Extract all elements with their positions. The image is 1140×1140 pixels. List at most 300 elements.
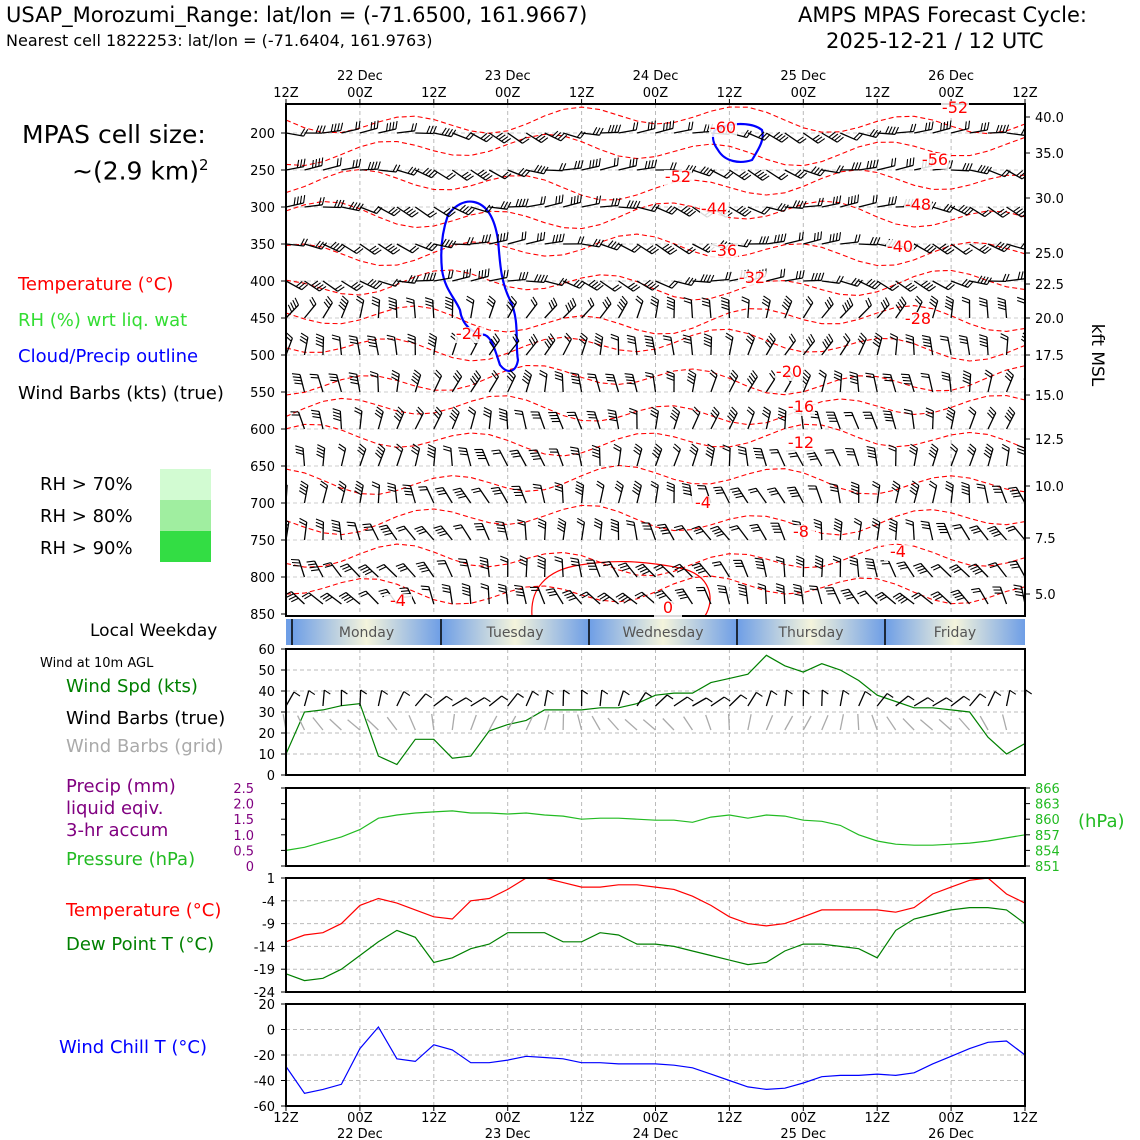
wind-barb-feather [332, 335, 340, 337]
wind-barb-feather [427, 273, 430, 281]
wind-barb-feather [667, 374, 675, 377]
wind-barb-feather [599, 240, 603, 247]
wind-barb-feather [667, 489, 674, 492]
wind-barb-feather [587, 411, 595, 412]
top-x-tick-label: 12Z [716, 86, 743, 101]
wind-barb-feather [931, 565, 938, 568]
wind-barb-feather [1013, 496, 1021, 497]
wind-barb-feather [388, 486, 396, 488]
wind-barb-feather [588, 377, 596, 378]
wind-barb-feather [627, 524, 635, 526]
pressure-tick-label: 600 [250, 423, 275, 438]
wind10m-barb-grid [452, 714, 454, 730]
wind-barb-feather [297, 197, 298, 205]
wind-barb-feather [834, 371, 841, 374]
wind-barb-feather [412, 276, 416, 283]
wind-barb-feather [467, 269, 468, 277]
wind-barb-feather [526, 199, 529, 207]
wind-barb-feather [776, 590, 784, 592]
wind-barb-feather [609, 419, 617, 420]
wind-barb-feather [276, 558, 284, 560]
precip-label-2: liquid eqiv. [66, 798, 164, 819]
wind-barb-feather [803, 270, 805, 278]
wind-barb-feather [892, 159, 893, 167]
wind-barbs-true-label: Wind Barbs (true) [66, 708, 226, 729]
wind-barb-feather [363, 569, 370, 573]
wind-barb-feather [371, 122, 372, 130]
wind-barb-feather [793, 200, 796, 207]
wind-barb-staff [341, 281, 356, 291]
wind-barb-feather [692, 563, 700, 566]
wind-barb-feather [796, 559, 804, 562]
wind-barb-feather [594, 522, 601, 526]
wind10m-barb-grid [729, 714, 730, 730]
wind-barb-feather [922, 525, 930, 526]
wind-barb-feather [642, 571, 649, 574]
wind-barb-feather [322, 158, 323, 166]
wind-barb-feather [291, 303, 294, 310]
wind-barb-feather [756, 565, 764, 566]
wind-barb-feather [650, 414, 657, 418]
wind-barb-feather [722, 307, 730, 310]
wind-barb-staff [323, 166, 340, 171]
wind-barb-feather [873, 481, 880, 485]
wind-barb-staff [378, 244, 393, 254]
wind-barb-feather [738, 587, 746, 589]
wind-barb-feather [790, 456, 798, 457]
wind-barb-feather [684, 342, 692, 344]
bottom-date-label: 25 Dec [780, 1127, 827, 1140]
wind-barb-feather [491, 450, 499, 451]
wind-barb-feather [421, 586, 429, 587]
wind-barb-feather [480, 560, 488, 562]
wind-barb-feather [316, 159, 317, 167]
wind-barb-feather [607, 380, 615, 381]
wind-barb-feather [809, 337, 813, 344]
wind10m-barb-grid [663, 719, 674, 731]
wind-barb-feather [836, 233, 837, 241]
kft-tick-label: 5.0 [1035, 588, 1056, 603]
panel-y-tick-label: 50 [258, 664, 275, 679]
wind-barb-feather [884, 377, 892, 378]
wind-barb-feather [742, 300, 749, 303]
wind10m-barb-true [933, 698, 947, 706]
panel-y-tick-label: 0 [266, 769, 275, 784]
wind-barb-feather [611, 338, 619, 341]
wind10m-barb-true [378, 690, 381, 706]
wind10m-barb-grid [387, 717, 397, 730]
wind-barb-feather [815, 562, 822, 565]
temperature-contour-label: 0 [662, 598, 674, 617]
wind-barb-feather [920, 571, 928, 574]
wind-barb-feather [954, 569, 961, 573]
wind-barb-feather [497, 528, 505, 529]
wind-barb-feather [843, 592, 851, 594]
wind-barb-feather [435, 488, 443, 490]
wind-barb-feather [403, 488, 411, 489]
temperature-contour-label: -48 [904, 195, 932, 214]
wind-barb-feather [606, 377, 614, 378]
wind-barb-feather [667, 304, 674, 307]
wind-barb-feather [821, 273, 824, 281]
wind-barb-feather [726, 272, 728, 280]
wind-barb-feather [1000, 337, 1007, 340]
wind-barb-feather [815, 556, 822, 559]
wind-barb-feather [926, 408, 933, 411]
pressure-tick-label: 750 [250, 534, 275, 549]
wind-barb-feather [519, 272, 521, 280]
wind10m-barb-true [729, 695, 741, 706]
wind-barb-feather [1027, 407, 1033, 413]
wind-barb-feather [553, 235, 555, 243]
wind-barb-feather [1003, 274, 1006, 281]
wind-barb-feather [271, 595, 279, 597]
wind-barb-feather [618, 125, 621, 133]
wind-barb-feather [592, 449, 600, 452]
wind-barb-feather [590, 160, 591, 168]
wind-barb-feather [455, 528, 463, 530]
wind-barb-feather [1008, 561, 1016, 562]
wind-barb-feather [723, 448, 730, 451]
wind-barb-feather [384, 533, 392, 535]
wind-barb-feather [973, 591, 981, 592]
wind-barb-feather [883, 300, 887, 307]
wind10m-barb-grid [959, 718, 970, 730]
wind-barb-feather [350, 342, 358, 344]
wind-barb-staff [508, 206, 526, 207]
wind10m-barb-true [452, 698, 466, 706]
wind-barb-feather [998, 304, 1006, 306]
wind10m-barb-true-feather [518, 694, 524, 698]
wind-barb-feather [800, 201, 803, 208]
wind-barb-feather [611, 519, 619, 522]
wind-barb-feather [890, 519, 897, 522]
precip-label-1: Precip (mm) [66, 776, 176, 797]
wind-barb-feather [736, 496, 744, 498]
wind-barb-staff [286, 281, 302, 290]
wind-barb-feather [467, 296, 474, 300]
wind-barb-feather [1037, 238, 1041, 245]
wind-barb-staff [445, 561, 452, 577]
wind-barb-feather [1017, 297, 1024, 300]
wind10m-barb-true [434, 696, 447, 706]
wind-barb-staff [396, 300, 397, 318]
wind-barb-feather [688, 122, 689, 130]
wind-barb-feather [501, 234, 502, 242]
local-weekday-label: Local Weekday [90, 621, 218, 641]
wind-barb-feather [936, 596, 943, 600]
wind-barb-feather [316, 526, 323, 529]
wind-barb-feather [810, 459, 818, 460]
wind10m-barb-true-feather [928, 698, 934, 702]
wind-barb-feather [829, 484, 837, 486]
panel-y-tick-label: -20 [253, 1049, 275, 1064]
wind-barb-feather [498, 531, 506, 532]
wind-barb-feather [651, 407, 658, 411]
bottom-x-tick-label: 00Z [642, 1111, 669, 1126]
wind-barb-feather [471, 488, 479, 490]
wind-barb-feather [833, 197, 834, 205]
wind-barb-feather [980, 304, 988, 306]
wind-barb-feather [954, 527, 962, 529]
wind-barb-feather [389, 304, 397, 307]
wind10m-barb-grid [313, 718, 323, 731]
wind-barb-feather [926, 414, 933, 417]
bottom-x-tick-label: 12Z [568, 1111, 595, 1126]
wind-spd-label: Wind Spd (kts) [66, 676, 198, 697]
wind-barb-feather [549, 594, 557, 596]
wind-barb-feather [630, 159, 631, 167]
wind-barb-feather [992, 531, 1000, 534]
wind-barb-feather [645, 373, 653, 375]
wind-barb-feather [734, 493, 742, 495]
wind10m-barb-grid [840, 714, 843, 730]
wind-barb-feather [1014, 585, 1022, 586]
wind-barb-feather [904, 409, 912, 411]
wind-barb-feather [445, 300, 452, 303]
wind-barb-feather [963, 381, 970, 384]
wind-barb-feather [307, 561, 315, 562]
wind-barb-feather [946, 300, 953, 304]
top-x-tick-label: 00Z [790, 86, 817, 101]
wind10m-barb-true [1007, 690, 1010, 706]
wind-barb-feather [857, 591, 864, 594]
wind-barb-feather [627, 335, 635, 337]
wind-barb-feather [880, 597, 887, 601]
pressure-tick-label: 700 [250, 497, 275, 512]
wind-barb-feather [858, 195, 859, 203]
wind-barb-feather [651, 121, 652, 129]
wind-barb-feather [538, 525, 545, 528]
wind-barb-feather [884, 380, 892, 381]
wind-barb-feather [873, 160, 875, 168]
wind-barb-feather [778, 411, 785, 414]
bottom-date-label: 23 Dec [484, 1127, 531, 1140]
wind-barb-feather [627, 383, 635, 384]
wind-barb-feather [436, 528, 444, 530]
wind-barb-feather [1018, 272, 1020, 280]
wind-barb-staff [877, 166, 895, 170]
wind-barb-feather [417, 529, 425, 532]
wind-barb-feather [425, 298, 433, 300]
temperature-contour-label: -16 [787, 397, 815, 416]
wind-barb-feather [558, 522, 565, 526]
wind10m-barb-true-feather [706, 698, 712, 702]
wind-barb-feather [538, 522, 545, 525]
wind-barb-feather [858, 162, 861, 170]
wind-barb-feather [539, 374, 546, 378]
wind-barb-feather [796, 271, 798, 279]
wind-barb-feather [559, 518, 566, 522]
wind-barb-staff [859, 203, 876, 207]
wind-barb-feather [719, 592, 727, 593]
wind-barb-feather [360, 567, 367, 571]
wind-barb-feather [316, 337, 323, 340]
wind-barb-feather [821, 231, 822, 239]
nearest-cell-line: Nearest cell 1822253: lat/lon = (-71.6404, 161.9763) [6, 31, 433, 50]
wind-barb-feather [295, 446, 303, 448]
wind-barb-feather [294, 380, 302, 381]
wind-barb-feather [339, 593, 346, 597]
wind-barb-staff [1016, 561, 1025, 577]
wind-barb-feather [790, 493, 798, 494]
wind-barb-feather [459, 451, 467, 452]
wind-barb-feather [514, 410, 522, 411]
wind-barb-feather [855, 162, 858, 170]
wind-barb-feather [428, 451, 435, 454]
wind-barb-feather [455, 491, 463, 493]
wind-barb-feather [959, 339, 967, 341]
wind10m-barb-true [840, 690, 843, 706]
wind-barb-feather [571, 197, 572, 205]
wind-barb-feather [438, 493, 446, 495]
top-x-tick-label: 00Z [642, 86, 669, 101]
wind-barb-feather [608, 125, 611, 133]
wind-barb-feather [847, 300, 850, 307]
legend-rh: RH (%) wrt liq. wat [18, 310, 188, 331]
wind-barb-feather [581, 195, 582, 203]
wind-barb-feather [694, 566, 702, 569]
wind-barb-feather [571, 450, 579, 451]
wind10m-barb-true-feather [502, 696, 508, 700]
wind-barb-staff [692, 170, 709, 176]
kft-axis-label: kft MSL [1087, 323, 1107, 387]
wind-barb-feather [867, 565, 875, 566]
wind-barb-feather [522, 232, 523, 240]
wind-barb-feather [365, 571, 372, 575]
wind-barb-feather [714, 564, 722, 566]
wind-barb-feather [408, 334, 416, 337]
wind-barb-feather [608, 413, 616, 415]
top-x-tick-label: 00Z [347, 86, 373, 101]
wind-barb-feather [331, 520, 339, 522]
wind10m-barb-true [637, 693, 646, 707]
wind-barb-feather [779, 408, 786, 411]
wind-barb-feather [702, 301, 710, 303]
wind-barb-staff [360, 169, 378, 170]
kft-tick-label: 20.0 [1035, 312, 1064, 327]
wind-barb-feather [438, 531, 446, 533]
wind-barb-feather [276, 373, 284, 375]
wind-barb-feather [698, 571, 706, 574]
wind-barb-feather [683, 338, 691, 340]
wind-barb-feather [426, 304, 434, 306]
wind-barb-feather [1016, 595, 1024, 596]
wind-barb-feather [776, 557, 784, 559]
temperature-contour-label: -56 [921, 150, 949, 169]
wind-barb-feather [1012, 567, 1020, 568]
wind-barb-staff [833, 588, 841, 604]
wind-barb-feather [296, 452, 304, 454]
panel-y-tick-label: -4 [262, 894, 275, 910]
wind-barb-feather [977, 484, 985, 485]
wind-barbs-grid-label: Wind Barbs (grid) [66, 736, 224, 757]
wind10m-barb-grid [643, 720, 655, 730]
wind-barb-feather [818, 273, 821, 281]
wind-barb-feather [484, 411, 491, 415]
wind-barb-feather [593, 239, 597, 246]
wind-barb-feather [498, 587, 506, 589]
wind-barb-feather [605, 374, 613, 375]
wind-barb-staff [913, 522, 914, 540]
wind-barb-feather [889, 528, 896, 531]
kft-tick-label: 35.0 [1035, 147, 1064, 162]
wind-barb-feather [442, 588, 450, 590]
wind-barb-feather [981, 123, 983, 131]
wind-barb-staff [452, 133, 469, 140]
wind-barb-feather [825, 588, 833, 589]
wind-barb-feather [844, 595, 852, 597]
wind-barb-feather [902, 377, 910, 378]
wind-barb-feather [682, 487, 690, 489]
wind-barb-feather [850, 382, 858, 384]
wind-barb-feather [511, 453, 519, 454]
wind-barb-feather [651, 299, 658, 303]
wind-barb-staff [279, 412, 286, 429]
wind-barb-feather [310, 374, 318, 375]
wind-barb-feather [396, 564, 403, 567]
wind-barb-feather [739, 591, 747, 593]
wind-barb-feather [430, 126, 433, 133]
wind-barb-feather [625, 374, 633, 375]
wind-barb-feather [626, 521, 634, 523]
wind-barb-feather [596, 128, 600, 135]
wind-barb-feather [371, 162, 374, 170]
wind-barb-feather [494, 493, 502, 494]
wind-barb-feather [333, 415, 341, 417]
wind-barb-feather [914, 595, 921, 599]
wind-barb-feather [301, 159, 302, 167]
wind-barb-feather [533, 484, 541, 485]
wind-barb-feather [866, 376, 874, 377]
precip-tick-label: 1.0 [233, 828, 254, 844]
wind-barb-feather [534, 274, 537, 281]
wind-barb-feather [593, 160, 594, 168]
wind-barb-feather [341, 123, 343, 131]
wind-barb-feather [522, 199, 525, 207]
wind-barb-feather [556, 235, 558, 243]
wind-barb-feather [485, 269, 486, 277]
bottom-x-tick-label: 12Z [716, 1111, 743, 1126]
wind-barb-feather [564, 593, 572, 596]
wind-barb-feather [578, 161, 580, 169]
wind-barb-feather [852, 162, 855, 170]
wind-barb-feather [344, 597, 351, 601]
wind-barb-feather [504, 202, 508, 209]
wind-barb-feather [807, 453, 815, 454]
wind-barb-feather [330, 377, 338, 378]
wind-barb-feather [332, 338, 340, 340]
wind-barb-feather [555, 486, 563, 489]
wind-barb-feather [753, 530, 761, 531]
wind-barb-feather [855, 195, 856, 203]
wind10m-barb-true [748, 692, 757, 706]
wind-barb-feather [994, 534, 1002, 537]
wind-barb-feather [949, 565, 956, 569]
wind-barb-feather [836, 276, 840, 283]
wind-barb-feather [889, 525, 896, 528]
bottom-date-label: 24 Dec [632, 1127, 679, 1140]
wind-barb-feather [570, 373, 578, 374]
wind-barb-feather [332, 524, 340, 526]
wind-barb-feather [566, 305, 569, 312]
wind-barb-feather [288, 305, 291, 312]
weekday-band-start [286, 619, 292, 645]
wind-barb-feather [555, 378, 563, 381]
wind-barb-feather [793, 584, 801, 586]
kft-tick-label: 15.0 [1035, 389, 1064, 404]
legend-temperature: Temperature (°C) [18, 274, 174, 295]
